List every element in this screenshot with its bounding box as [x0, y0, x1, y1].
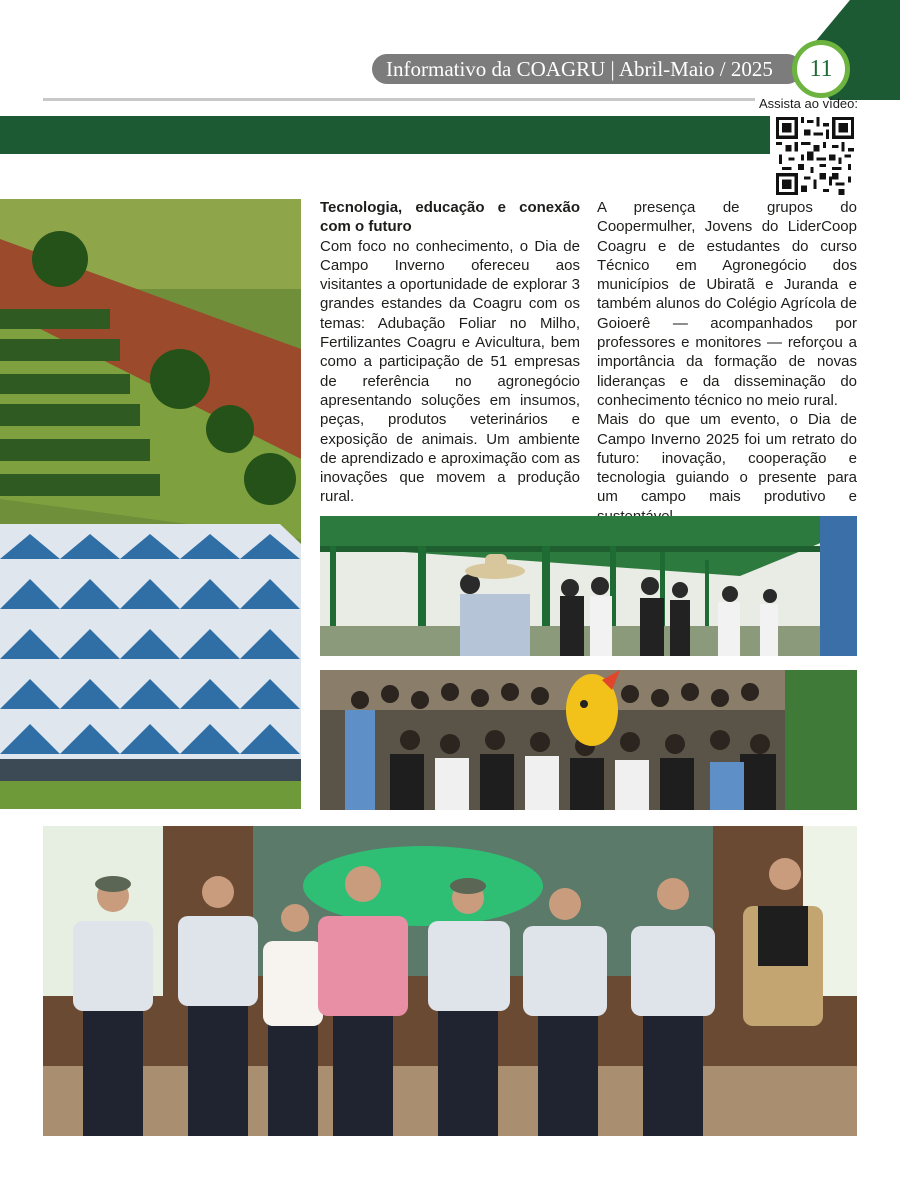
- article-column-1: [320, 198, 580, 507]
- photo-students-group: [320, 670, 857, 810]
- photo-visitors-canopy: [320, 516, 857, 656]
- article-heading: Tecnologia, educação e conexão com o futuro: [320, 199, 580, 236]
- article-paragraph-2: A presença de grupos do Coopermulher, Jovens do LiderCoop Coagru e de estudantes do curso Técnico em Agronegócio dos municípios de Ubiratã e Juranda e também alunos do Colégio Agrícola de Goioerê — acompanhados por professores e monitores — reforçou a importância da formação de novas lideranças e da disseminação do conhecimento técnico no meio rural.: [597, 199, 857, 409]
- article-paragraph-1: Com foco no conhecimento, o Dia de Campo Inverno ofereceu aos visitantes a oportunidade de explorar 3 grandes estandes da Coagru com os temas: Adubação Foliar no Milho, Fertilizantes Coagru e Avicultura, bem como a participação de 51 empresas de referência no agronegócio apresentando soluções em insumos, peças, produtos veterinários e exposição de animais. Um ambiente de aprendizado e aproximação com as inovações que movem a produção rural.: [320, 237, 580, 506]
- qr-code-icon[interactable]: [776, 117, 854, 195]
- publication-header: Informativo da COAGRU | Abril-Maio / 2025: [372, 54, 802, 84]
- section-band: [0, 116, 770, 154]
- article-paragraph-3: Mais do que um evento, o Dia de Campo Inverno 2025 foi um retrato do futuro: inovação, cooperação e tecnologia guiando o presente para um campo mais produtivo e: [597, 411, 857, 506]
- video-label: Assista ao vídeo:: [759, 96, 858, 111]
- photo-leaders-group: [43, 826, 857, 1136]
- article-column-2: [597, 198, 857, 526]
- aerial-photo-event-site: [0, 199, 301, 809]
- page-number: 11: [792, 40, 850, 98]
- header-divider: [43, 98, 755, 101]
